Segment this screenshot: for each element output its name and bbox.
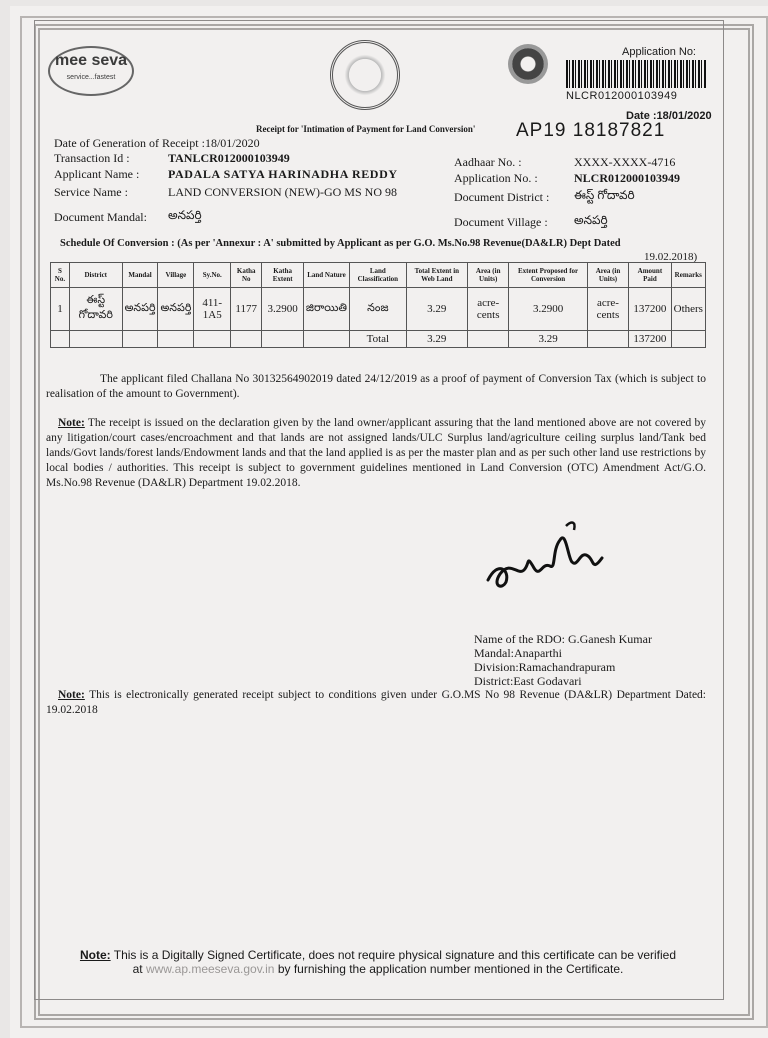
col-katha-no: Katha No xyxy=(231,263,262,288)
document-mandal-label: Document Mandal: xyxy=(54,210,147,224)
col-area-units-2: Area (in Units) xyxy=(587,263,629,288)
rdo-division: Division:Ramachandrapuram xyxy=(474,660,616,674)
schedule-table xyxy=(50,262,706,348)
note-1-text: The receipt is issued on the declaration given by the land owner/applicant assuring that the land mentioned above are not covered by any litigation/court cases/encroachment and that lands are not assigned lands/ULC Surplus land/agriculture ceiling surplus land/Tank bed lands/Govt lands/forest lands/Endowment lands and that the land applied is as per the master plan and as per such other land use restrictions by local bodies / authorities. This receipt is subject to government guidelines mentioned in Land Conversion (OTC) Amendment Act/G.O. Ms.No.98 Revenue (DA&LR) Department 19.02.2018. xyxy=(46,417,706,489)
footer-note-label: Note: xyxy=(79,948,111,962)
schedule-intro: Schedule Of Conversion : (As per 'Annexur : A' submitted by Applicant as per G.O. Ms.No.98 Revenue(DA&LR) Dept Dated xyxy=(60,238,621,249)
rdo-mandal: Mandal:Anaparthi xyxy=(474,646,562,660)
document-district-label: Document District : xyxy=(454,190,550,204)
footer-line-1: This is a Digitally Signed Certificate, does not require physical signature and this certificate can be verified xyxy=(113,948,677,962)
total-extent: 3.29 xyxy=(406,331,467,348)
application-no-field-value: NLCR012000103949 xyxy=(574,171,681,185)
table-cell: 3.29 xyxy=(406,288,467,331)
col-land-classification: Land Classification xyxy=(350,263,407,288)
table-cell: Others xyxy=(671,288,705,331)
receipt-date: Date :18/01/2020 xyxy=(626,110,712,122)
table-total-row xyxy=(51,331,706,348)
schedule-header-row xyxy=(51,263,706,288)
document-mandal-value: అనపర్తి xyxy=(168,208,202,222)
table-cell: 3.2900 xyxy=(262,288,304,331)
col-amount-paid: Amount Paid xyxy=(629,263,671,288)
document-village-label: Document Village : xyxy=(454,215,548,229)
document-village-value: అనపర్తి xyxy=(574,213,608,227)
footer-note xyxy=(38,948,718,976)
total-label: Total xyxy=(350,331,407,348)
aadhaar-label: Aadhaar No. : xyxy=(454,155,522,169)
barcode xyxy=(566,60,706,88)
service-name-value: LAND CONVERSION (NEW)-GO MS NO 98 xyxy=(168,185,397,199)
col-total-extent: Total Extent in Web Land xyxy=(406,263,467,288)
receipt-number: AP19 18187821 xyxy=(516,120,666,141)
table-cell: 1 xyxy=(51,288,70,331)
footer-at: at xyxy=(132,962,143,976)
table-cell: అనపర్తి xyxy=(158,288,194,331)
rdo-name: Name of the RDO: G.Ganesh Kumar xyxy=(474,632,652,646)
col-katha-extent: Katha Extent xyxy=(262,263,304,288)
table-cell: అనపర్తి xyxy=(122,288,158,331)
transaction-id-value: TANLCR012000103949 xyxy=(168,151,290,165)
meeseva-logo: mee seva service...fastest xyxy=(48,46,134,96)
aadhaar-value: XXXX-XXXX-4716 xyxy=(574,155,676,169)
emblem-icon xyxy=(508,44,548,84)
footer-url[interactable]: www.ap.meeseva.gov.in xyxy=(145,962,275,976)
col-village: Village xyxy=(158,263,194,288)
note-1 xyxy=(46,416,706,491)
col-mandal: Mandal xyxy=(122,263,158,288)
service-name-label: Service Name : xyxy=(54,185,128,199)
table-cell: acre-cents xyxy=(587,288,629,331)
footer-line-2: by furnishing the application number mentioned in the Certificate. xyxy=(277,962,624,976)
total-amount: 137200 xyxy=(629,331,671,348)
col-extent-proposed: Extent Proposed for Conversion xyxy=(509,263,587,288)
table-cell: ఈస్ట్ గోదావరి xyxy=(69,288,122,331)
col-s-no: S No. xyxy=(51,263,70,288)
rdo-district: District:East Godavari xyxy=(474,674,582,688)
col-remarks: Remarks xyxy=(671,263,705,288)
note-2 xyxy=(46,688,706,718)
challan-text: The applicant filed Challana No 30132564902019 dated 24/12/2019 as a proof of payment of Conversion Tax (which is subject to realisation of the amount to Government). xyxy=(46,373,706,400)
schedule-intro-date: 19.02.2018) xyxy=(644,251,698,263)
note-2-label: Note: xyxy=(58,689,85,701)
table-cell: 137200 xyxy=(629,288,671,331)
barcode-number: NLCR012000103949 xyxy=(566,90,678,102)
applicant-name-value: PADALA SATYA HARINADHA REDDY xyxy=(168,167,398,181)
table-cell: జిరాయితి xyxy=(303,288,349,331)
total-proposed: 3.29 xyxy=(509,331,587,348)
table-row xyxy=(51,288,706,331)
table-cell: 1177 xyxy=(231,288,262,331)
table-cell: 3.2900 xyxy=(509,288,587,331)
note-2-text: This is electronically generated receipt subject to conditions given under G.O.MS No 98 Revenue (DA&LR) Department Dated: 19.02.2018 xyxy=(46,689,706,716)
document-district-value: ఈస్ట్ గోదావరి xyxy=(574,188,635,202)
col-district: District xyxy=(69,263,122,288)
col-sy-no: Sy.No. xyxy=(194,263,231,288)
applicant-name-label: Applicant Name : xyxy=(54,167,140,181)
signature-icon xyxy=(480,510,610,600)
government-seal-icon xyxy=(330,40,400,110)
col-land-nature: Land Nature xyxy=(303,263,349,288)
table-cell: acre-cents xyxy=(467,288,509,331)
date-of-generation: Date of Generation of Receipt :18/01/2020 xyxy=(54,136,260,150)
col-area-units: Area (in Units) xyxy=(467,263,509,288)
transaction-id-label: Transaction Id : xyxy=(54,151,130,165)
table-cell: 411-1A5 xyxy=(194,288,231,331)
receipt-title: Receipt for 'Intimation of Payment for Land Conversion' xyxy=(256,124,476,134)
application-no-field-label: Application No. : xyxy=(454,171,538,185)
application-no-label: Application No: xyxy=(622,46,696,58)
note-1-label: Note: xyxy=(58,417,85,429)
table-cell: నంజ xyxy=(350,288,407,331)
